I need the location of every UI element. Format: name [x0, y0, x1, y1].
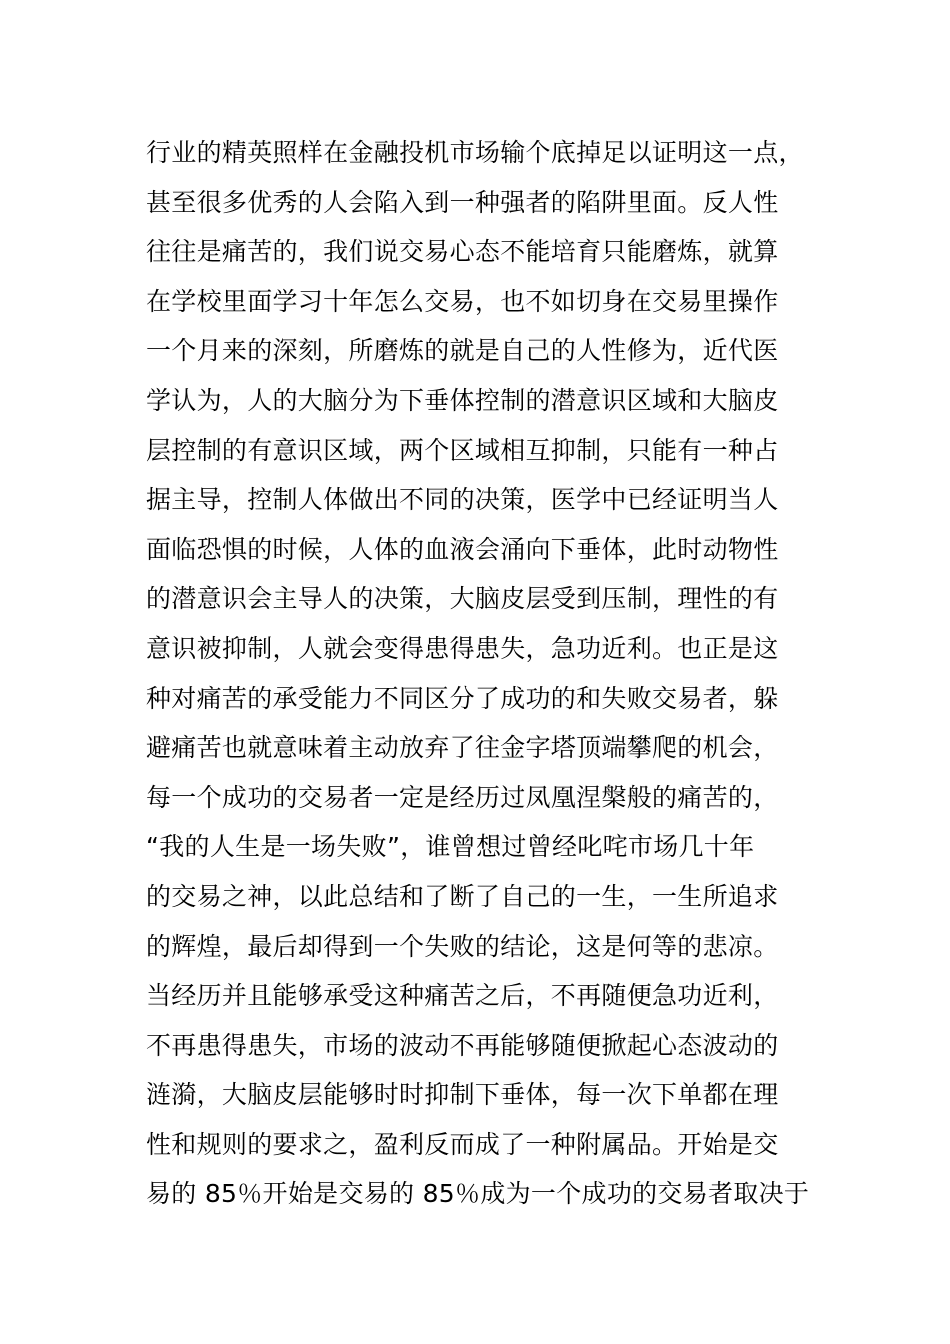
text-line: 易的 85％开始是交易的 85％成为一个成功的交易者取决于: [146, 1179, 810, 1209]
text-line: 的交易之神，以此总结和了断了自己的一生，一生所追求: [146, 881, 779, 911]
text-line: 层控制的有意识区域，两个区域相互抑制，只能有一种占: [146, 435, 779, 465]
body-text: [146, 128, 826, 1219]
text-line: 在学校里面学习十年怎么交易，也不如切身在交易里操作: [146, 286, 779, 316]
text-line: 种对痛苦的承受能力不同区分了成功的和失败交易者，躲: [146, 683, 779, 713]
text-line: 涟漪，大脑皮层能够时时抑制下垂体，每一次下单都在理: [146, 1080, 779, 1110]
text-line: 避痛苦也就意味着主动放弃了往金字塔顶端攀爬的机会，: [146, 733, 779, 763]
text-line: 性和规则的要求之，盈利反而成了一种附属品。开始是交: [146, 1129, 779, 1159]
text-line: 每一个成功的交易者一定是经历过凤凰涅槃般的痛苦的，: [146, 782, 779, 812]
text-line: 往往是痛苦的，我们说交易心态不能培育只能磨炼，就算: [146, 237, 779, 267]
text-line: 意识被抑制，人就会变得患得患失，急功近利。也正是这: [146, 633, 779, 663]
text-line: 行业的精英照样在金融投机市场输个底掉足以证明这一点，: [146, 138, 804, 167]
text-line: 的潜意识会主导人的决策，大脑皮层受到压制，理性的有: [146, 584, 779, 614]
text-line: 当经历并且能够承受这种痛苦之后，不再随便急功近利，: [146, 981, 779, 1011]
text-line: 不再患得患失，市场的波动不再能够随便掀起心态波动的: [146, 1030, 779, 1060]
text-line: “我的人生是一场失败”，谁曾想过曾经叱咤市场几十年: [146, 832, 755, 862]
text-line: 一个月来的深刻，所磨炼的就是自己的人性修为，近代医: [146, 336, 779, 366]
text-line: 的辉煌，最后却得到一个失败的结论，这是何等的悲凉。: [146, 931, 779, 961]
text-line: 学认为，人的大脑分为下垂体控制的潜意识区域和大脑皮: [146, 385, 779, 415]
text-line: 甚至很多优秀的人会陷入到一种强者的陷阱里面。反人性: [146, 187, 779, 217]
text-line: 据主导，控制人体做出不同的决策，医学中已经证明当人: [146, 485, 779, 515]
text-line: 面临恐惧的时候，人体的血液会涌向下垂体，此时动物性: [146, 534, 779, 564]
